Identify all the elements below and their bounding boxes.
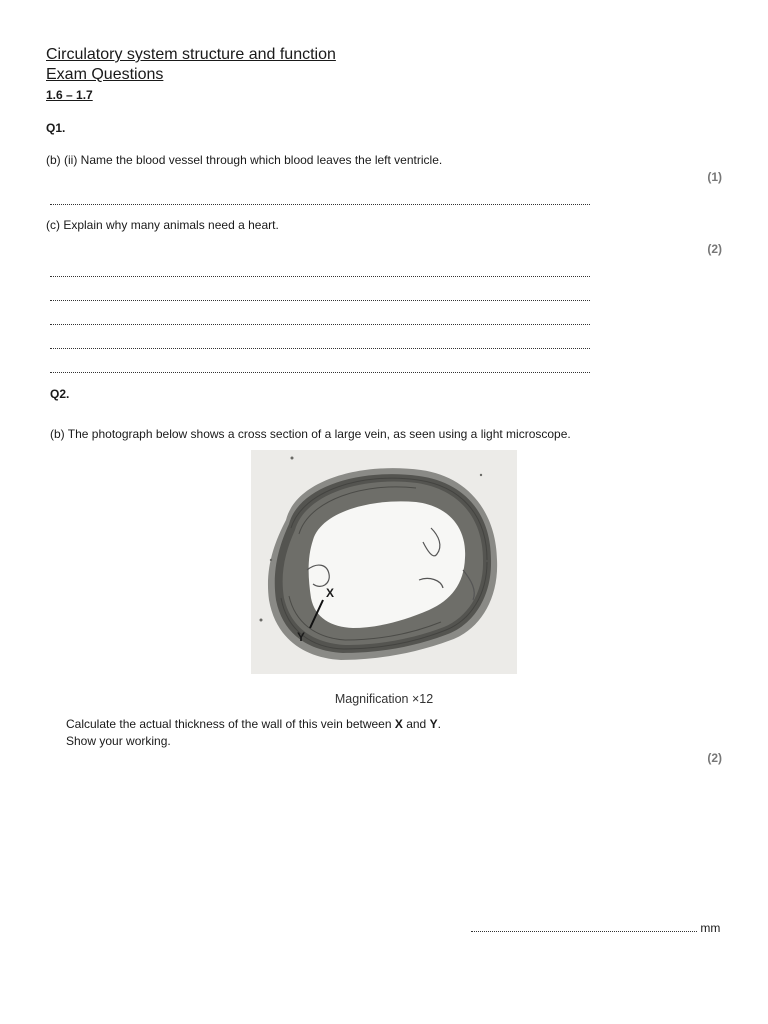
spec-reference: 1.6 – 1.7 <box>46 88 93 102</box>
q1-part-c-marks: (2) <box>707 242 722 256</box>
answer-line[interactable] <box>50 204 590 205</box>
page-subtitle: Exam Questions <box>46 66 164 83</box>
vein-micrograph <box>251 450 517 674</box>
question-2-label: Q2. <box>50 387 70 401</box>
q1-part-b-marks: (1) <box>707 170 722 184</box>
answer-line[interactable] <box>50 324 590 325</box>
question-1-label: Q1. <box>46 121 66 135</box>
q1-part-b-text: (b) (ii) Name the blood vessel through which blood leaves the left ventricle. <box>46 153 443 167</box>
label-x: X <box>326 586 335 600</box>
q1-part-c-text: (c) Explain why many animals need a heart. <box>46 218 279 232</box>
unit-label: mm <box>700 921 721 935</box>
answer-line[interactable] <box>50 372 590 373</box>
answer-field-mm[interactable] <box>471 920 720 935</box>
figure-caption: Magnification ×12 <box>334 692 434 706</box>
answer-line[interactable] <box>50 348 590 349</box>
working-instruction: Show your working. <box>66 734 171 748</box>
page-title: Circulatory system structure and function <box>46 46 336 63</box>
answer-line[interactable] <box>50 276 590 277</box>
q2-marks: (2) <box>707 751 722 765</box>
label-y: Y <box>297 630 306 644</box>
q2-part-b-text: (b) The photograph below shows a cross section of a large vein, as seen using a light microscope. <box>50 427 571 441</box>
q2-instruction: Calculate the actual thickness of the wall of this vein between X and Y. <box>66 717 441 731</box>
answer-line[interactable] <box>50 300 590 301</box>
